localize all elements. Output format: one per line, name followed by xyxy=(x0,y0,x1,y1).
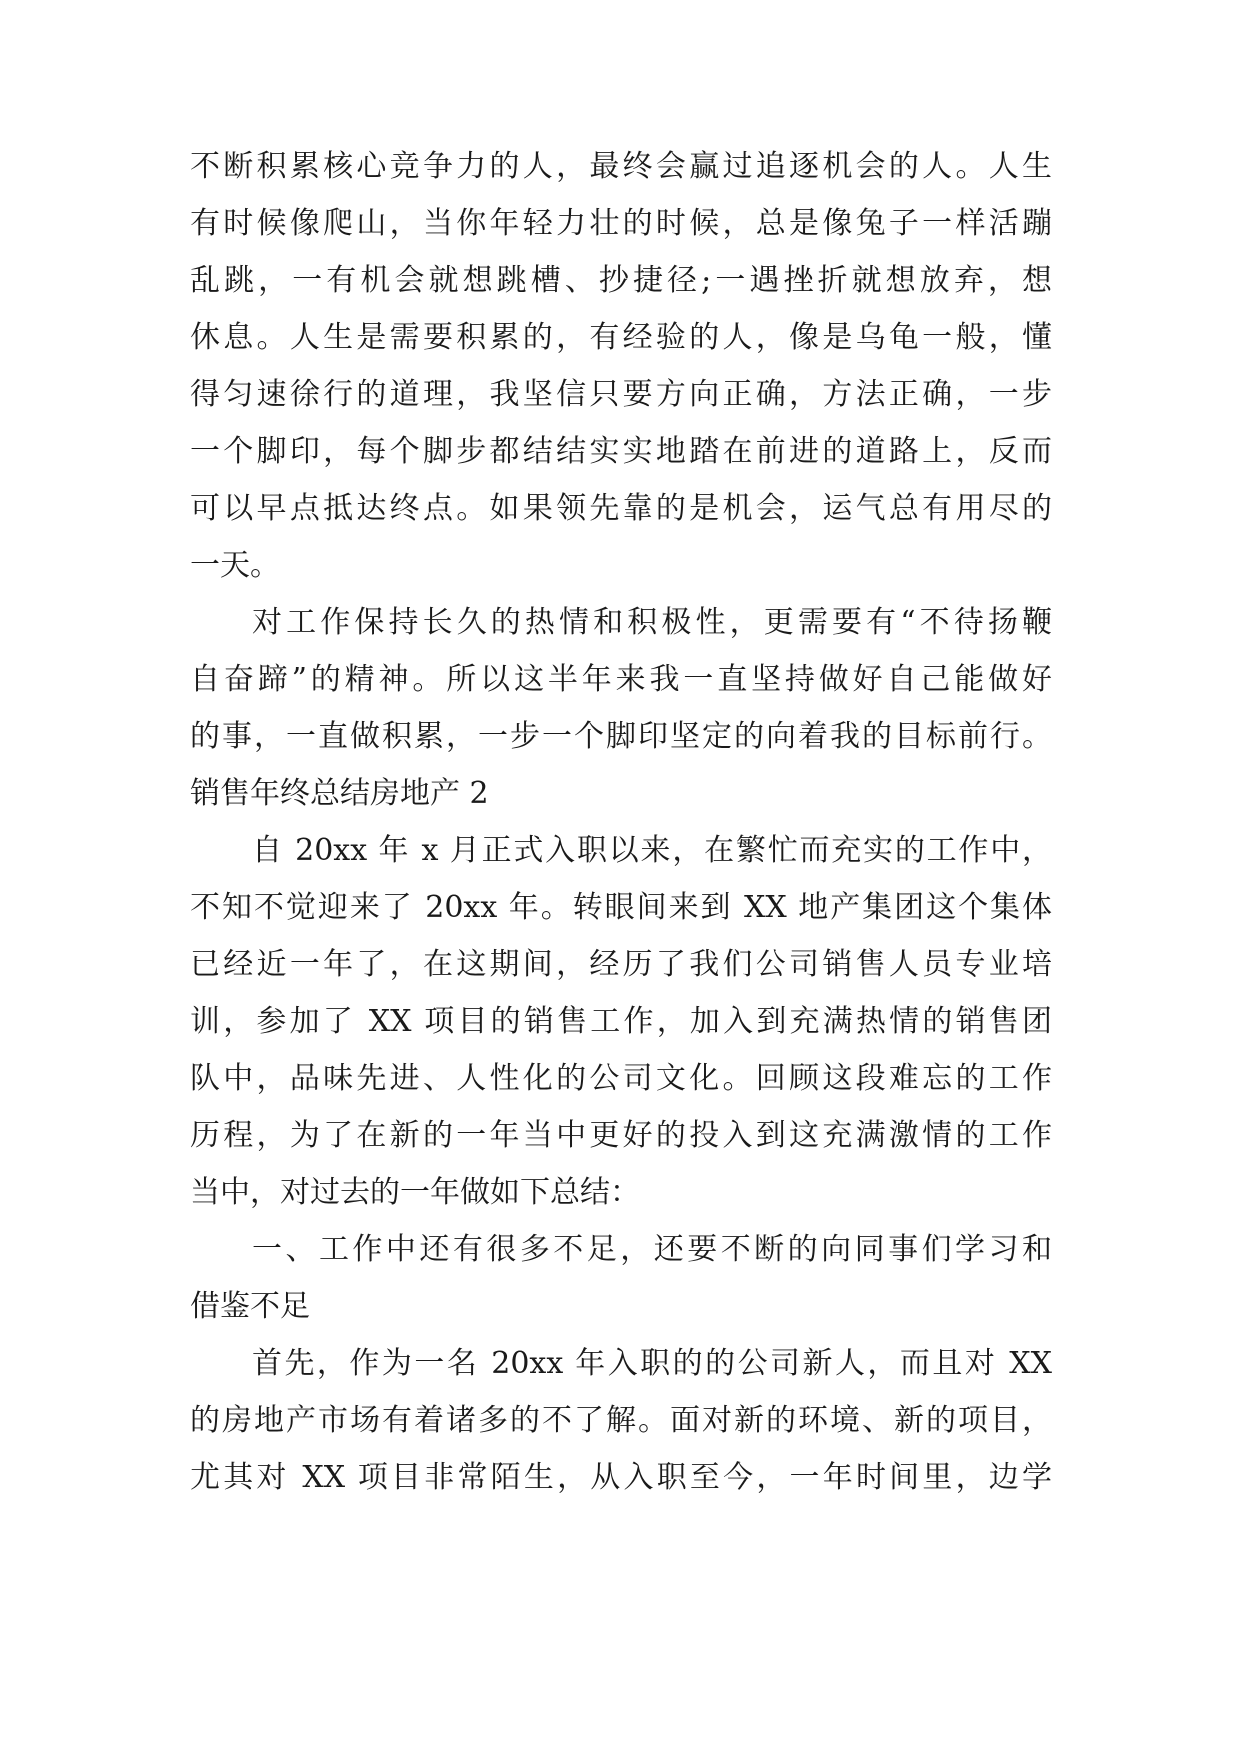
text-line: 尤其对 XX 项目非常陌生，从入职至今，一年时间里，边学 xyxy=(190,1460,1052,1495)
paragraph-first-line: 自 20xx 年 x 月正式入职以来，在繁忙而充实的工作中， xyxy=(252,833,1052,868)
text-line: 的房地产市场有着诸多的不了解。面对新的环境、新的项目， xyxy=(190,1403,1052,1438)
text-line: 的事，一直做积累，一步一个脚印坚定的向着我的目标前行。 xyxy=(190,719,1052,754)
text-line: 已经近一年了，在这期间，经历了我们公司销售人员专业培 xyxy=(190,947,1052,982)
subheading-second-line: 借鉴不足 xyxy=(190,1289,310,1324)
text-line: 队中，品味先进、人性化的公司文化。回顾这段难忘的工作 xyxy=(190,1061,1052,1096)
text-line: 一个脚印，每个脚步都结结实实地踏在前进的道路上，反而 xyxy=(190,434,1052,469)
text-line: 休息。人生是需要积累的，有经验的人，像是乌龟一般，懂 xyxy=(190,320,1052,355)
text-line: 不断积累核心竞争力的人，最终会赢过追逐机会的人。人生 xyxy=(190,149,1052,184)
text-line: 当中，对过去的一年做如下总结： xyxy=(190,1175,640,1210)
text-line: 有时候像爬山，当你年轻力壮的时候，总是像兔子一样活蹦 xyxy=(190,206,1052,241)
text-line: 历程，为了在新的一年当中更好的投入到这充满激情的工作 xyxy=(190,1118,1052,1153)
text-line: 一天。 xyxy=(190,548,280,583)
text-line: 自奋蹄”的精神。所以这半年来我一直坚持做好自己能做好 xyxy=(190,662,1052,697)
paragraph-first-line: 首先，作为一名 20xx 年入职的的公司新人，而且对 XX xyxy=(252,1346,1052,1381)
subheading-first-line: 一、工作中还有很多不足，还要不断的向同事们学习和 xyxy=(252,1232,1052,1267)
text-line: 训，参加了 XX 项目的销售工作，加入到充满热情的销售团 xyxy=(190,1004,1052,1039)
text-line: 可以早点抵达终点。如果领先靠的是机会，运气总有用尽的 xyxy=(190,491,1052,526)
text-line: 得匀速徐行的道理，我坚信只要方向正确，方法正确，一步 xyxy=(190,377,1052,412)
text-line: 不知不觉迎来了 20xx 年。转眼间来到 XX 地产集团这个集体 xyxy=(190,890,1052,925)
paragraph-first-line: 对工作保持长久的热情和积极性，更需要有“不待扬鞭 xyxy=(252,605,1052,640)
text-line: 乱跳，一有机会就想跳槽、抄捷径;一遇挫折就想放弃，想 xyxy=(190,263,1052,298)
section-heading: 销售年终总结房地产 2 xyxy=(190,776,489,811)
